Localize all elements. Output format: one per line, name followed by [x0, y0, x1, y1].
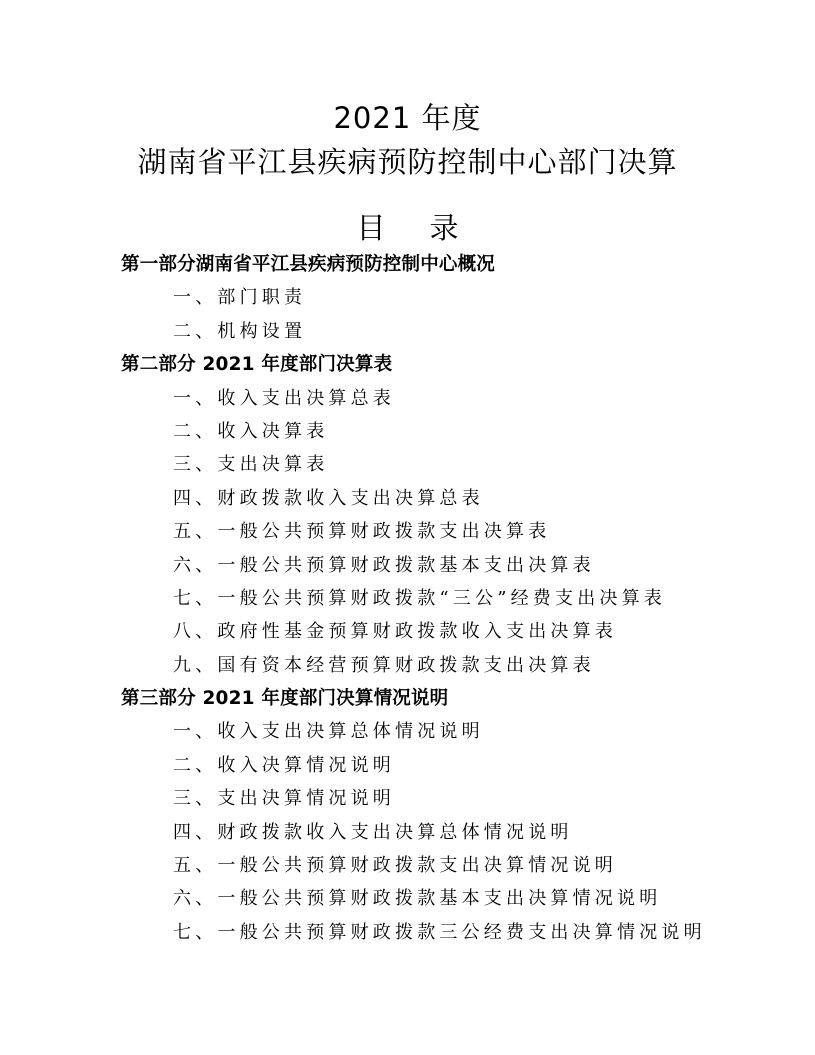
title-main: 湖南省平江县疾病预防控制中心部门决算 — [137, 145, 678, 179]
toc-item[interactable]: 六、一般公共预算财政拨款基本支出决算情况说明 — [173, 888, 662, 910]
toc-item[interactable]: 九、国有资本经营预算财政拨款支出决算表 — [173, 654, 595, 676]
toc-item[interactable]: 七、一般公共预算财政拨款“三公”经费支出决算表 — [173, 587, 667, 609]
toc-item[interactable]: 二、机构设置 — [173, 320, 307, 342]
toc-item[interactable]: 一、收入支出决算总体情况说明 — [173, 721, 484, 743]
document-title — [0, 96, 815, 184]
toc-heading — [0, 208, 815, 248]
toc-item[interactable]: 一、部门职责 — [173, 287, 307, 309]
toc-heading-char-2: 录 — [429, 211, 459, 245]
toc-item[interactable]: 七、一般公共预算财政拨款三公经费支出决算情况说明 — [173, 921, 706, 943]
toc-item[interactable]: 二、收入决算表 — [173, 420, 329, 442]
toc-item[interactable]: 四、财政拨款收入支出决算总表 — [173, 487, 484, 509]
table-of-contents — [0, 248, 815, 949]
toc-item[interactable]: 三、支出决算表 — [173, 454, 329, 476]
title-year: 2021 年度 — [333, 101, 482, 135]
toc-item[interactable]: 二、收入决算情况说明 — [173, 754, 395, 776]
toc-item[interactable]: 八、政府性基金预算财政拨款收入支出决算表 — [173, 621, 617, 643]
toc-item[interactable]: 六、一般公共预算财政拨款基本支出决算表 — [173, 554, 595, 576]
toc-part-3[interactable]: 第三部分 2021 年度部门决算情况说明 — [121, 688, 449, 710]
toc-part-1[interactable]: 第一部分湖南省平江县疾病预防控制中心概况 — [121, 254, 496, 275]
toc-item[interactable]: 五、一般公共预算财政拨款支出决算表 — [173, 521, 551, 543]
toc-item[interactable]: 四、财政拨款收入支出决算总体情况说明 — [173, 821, 573, 843]
toc-part-2[interactable]: 第二部分 2021 年度部门决算表 — [121, 354, 393, 376]
toc-heading-char-1: 目 — [356, 211, 386, 245]
toc-item[interactable]: 三、支出决算情况说明 — [173, 788, 395, 810]
toc-item[interactable]: 一、收入支出决算总表 — [173, 387, 395, 409]
toc-item[interactable]: 五、一般公共预算财政拨款支出决算情况说明 — [173, 855, 617, 877]
